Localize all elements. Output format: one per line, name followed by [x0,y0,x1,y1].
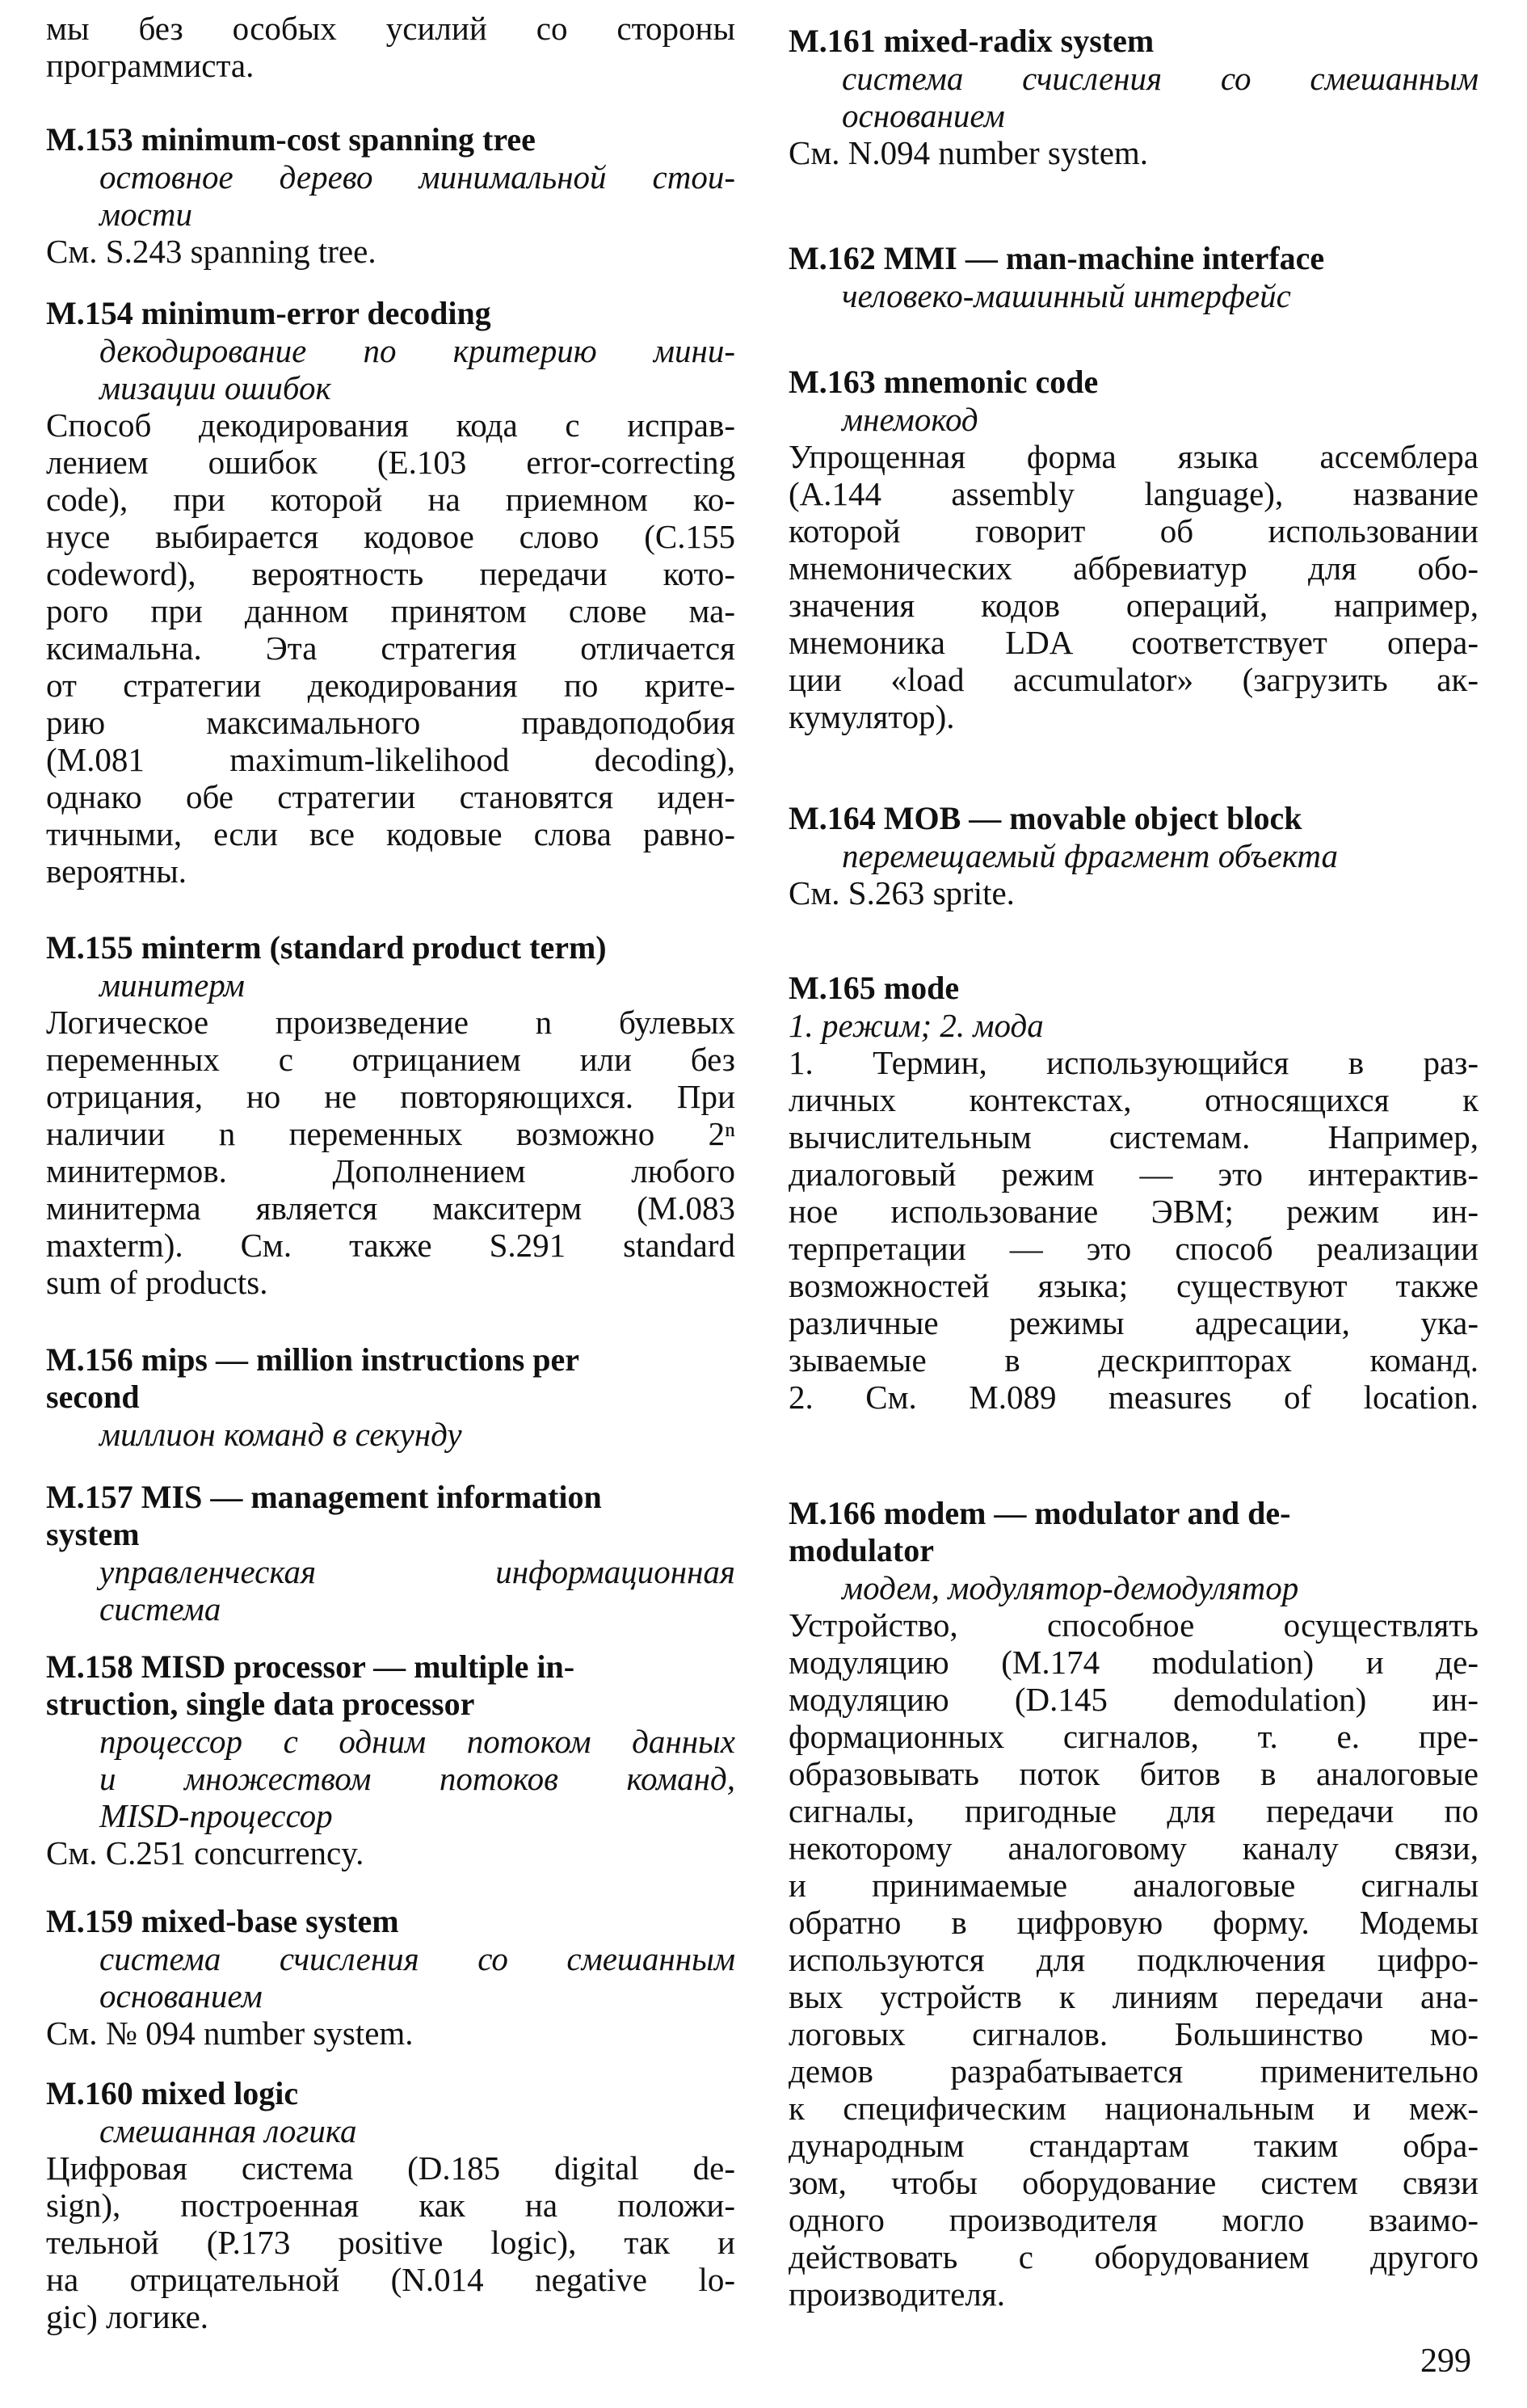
entry-definition-line: зом, чтобы оборудование систем связи [789,2164,1479,2201]
entry-definition-line: вых устройств к линиям передачи ана- [789,1978,1479,2015]
entry-definition-line: минитерма является макситерм (M.083 [46,1189,735,1227]
entry-definition-line: Логическое произведение n булевых [46,1004,735,1041]
entry-definition-line: ции «load accumulator» (загрузить ак- [789,661,1479,698]
entry-definition-line: sign), построенная как на положи- [46,2187,735,2224]
entry-definition-line: вычислительным системам. Например, [789,1118,1479,1156]
dictionary-entry [46,295,735,890]
dictionary-entry [46,1341,735,1453]
dictionary-entry [46,1903,735,2052]
entry-definition-line: некоторому аналоговому каналу связи, [789,1829,1479,1867]
entry-definition-line: codeword), вероятность передачи кото- [46,555,735,592]
dictionary-entry [46,2075,735,2335]
entry-definition-line: ксимальна. Эта стратегия отличается [46,629,735,667]
entry-definition-line: на отрицательной (N.014 negative lo- [46,2261,735,2298]
entry-definition-line: рого при данном принятом слове ма- [46,592,735,629]
entry-definition-line: См. № 094 number system. [46,2014,414,2052]
entry-definition-line: (A.144 assembly language), название [789,475,1479,512]
entry-definition-line: нусе выбирается кодовое слово (C.155 [46,518,735,555]
entry-definition-line: тельной (P.173 positive logic), так и [46,2224,735,2261]
entry-translation: мости [99,196,192,233]
entry-headword: M.159 mixed-base system [46,1903,399,1939]
dictionary-entry [789,364,1479,735]
entry-definition-line: maxterm). См. также S.291 standard [46,1227,735,1264]
entry-headword: system [46,1516,140,1552]
entry-headword: M.156 mips — million instructions per [46,1341,580,1378]
entry-definition-line: См. C.251 concurrency. [46,1834,364,1871]
entry-definition-line: одного производителя могло взаимо- [789,2201,1479,2238]
entry-definition-line: и принимаемые аналоговые сигналы [789,1867,1479,1904]
entry-translation: перемещаемый фрагмент объекта [842,837,1339,874]
entry-definition-line: 2. См. M.089 measures of location. [789,1379,1479,1416]
entry-headword: struction, single data processor [46,1686,475,1722]
entry-headword: second [46,1379,140,1415]
dictionary-entry [46,10,735,84]
dictionary-entry [789,800,1479,911]
entry-definition-line: тичными, если все кодовые слова равно- [46,815,735,852]
entry-definition-line: переменных с отрицанием или без [46,1041,735,1078]
entry-translation: человеко-машинный интерфейс [842,277,1291,314]
entry-definition-line: логовых сигналов. Большинство мо- [789,2015,1479,2052]
entry-translation: система счисления со смешанным [99,1940,735,1977]
entry-headword: M.161 mixed-radix system [789,23,1155,59]
entry-definition-line: ное использование ЭВМ; режим ин- [789,1193,1479,1230]
entry-definition-line: 1. Термин, использующийся в раз- [789,1044,1479,1081]
entry-definition-line: которой говорит об использовании [789,512,1479,549]
entry-definition-line: вероятны. [46,852,187,890]
entry-translation: основанием [99,1977,263,2014]
entry-definition-line: терпретации — это способ реализации [789,1230,1479,1267]
entry-headword: M.163 mnemonic code [789,364,1099,400]
entry-translation: основанием [842,97,1005,134]
entry-translation: процессор с одним потоком данных [99,1723,735,1760]
entry-definition-line: программиста. [46,47,254,84]
entry-definition-line: однако обе стратегии становятся иден- [46,778,735,815]
entry-definition-line: sum of products. [46,1264,268,1301]
entry-definition-line: мнемоника LDA соответствует опера- [789,624,1479,661]
entry-translation: мнемокод [842,401,978,438]
entry-definition-line: обратно в цифровую форму. Модемы [789,1904,1479,1941]
entry-definition-line: Цифровая система (D.185 digital de- [46,2149,735,2187]
entry-definition-line: используются для подключения цифро- [789,1941,1479,1978]
dictionary-entry [46,929,735,1301]
entry-definition-line: См. N.094 number system. [789,134,1149,171]
entry-definition-line: возможностей языка; существуют также [789,1267,1479,1304]
dictionary-entry [789,23,1479,171]
dictionary-entry [789,240,1479,314]
entry-translation: декодирование по критерию мини- [99,332,735,369]
entry-definition-line: личных контекстах, относящихся к [789,1081,1479,1118]
entry-definition-line: мнемонических аббревиатур для обо- [789,549,1479,587]
entry-translation: миллион команд в секунду [99,1416,462,1453]
entry-definition-line: code), при которой на приемном ко- [46,481,735,518]
entry-translation: минитерм [99,966,245,1004]
entry-definition-line: Упрощенная форма языка ассемблера [789,438,1479,475]
page-number: 299 [1420,2343,1471,2380]
entry-definition-line: модуляцию (D.145 demodulation) ин- [789,1681,1479,1718]
entry-definition-line: мы без особых усилий со стороны [46,10,735,47]
entry-definition-line: образовывать поток битов в аналоговые [789,1755,1479,1792]
entry-headword: modulator [789,1532,934,1568]
entry-translation: мизации ошибок [99,369,331,406]
entry-definition-line: лением ошибок (E.103 error-correcting [46,444,735,481]
entry-headword: M.154 minimum-error decoding [46,295,491,331]
dictionary-entry [789,1495,1479,2313]
entry-definition-line: формационных сигналов, т. е. пре- [789,1718,1479,1755]
entry-definition-line: сигналы, пригодные для передачи по [789,1792,1479,1829]
entry-definition-line: Устройство, способное осуществлять [789,1606,1479,1644]
entry-definition-line: См. S.243 spanning tree. [46,233,376,270]
entry-definition-line: к специфическим национальным и меж- [789,2090,1479,2127]
entry-headword: M.162 MMI — man-machine interface [789,240,1325,276]
entry-definition-line: отрицания, но не повторяющихся. При [46,1078,735,1115]
entry-definition-line: минитермов. Дополнением любого [46,1152,735,1189]
entry-headword: M.165 mode [789,970,960,1006]
entry-definition-line: демов разрабатывается применительно [789,2052,1479,2090]
entry-definition-line: gic) логике. [46,2298,209,2335]
entry-definition-line: модуляцию (M.174 modulation) и де- [789,1644,1479,1681]
entry-definition-line: рию максимального правдоподобия [46,704,735,741]
entry-translation: 1. режим; 2. мода [789,1007,1044,1044]
entry-headword: M.158 MISD processor — multiple in- [46,1648,575,1685]
dictionary-entry [46,121,735,270]
entry-headword: M.153 minimum-cost spanning tree [46,121,536,158]
entry-translation: модем, модулятор-демодулятор [842,1569,1299,1606]
entry-translation: управленческая информационная [99,1553,735,1590]
entry-translation: MISD-процессор [99,1797,333,1834]
entry-translation: система [99,1590,221,1627]
entry-translation: смешанная логика [99,2112,357,2149]
entry-definition-line: дународным стандартам таким обра- [789,2127,1479,2164]
entry-headword: M.166 modem — modulator and de- [789,1495,1291,1531]
entry-headword: M.155 minterm (standard product term) [46,929,607,966]
entry-definition-line: (M.081 maximum-likelihood decoding), [46,741,735,778]
entry-definition-line: кумулятор). [789,698,955,735]
entry-definition-line: Способ декодирования кода с исправ- [46,406,735,444]
dictionary-entry [46,1648,735,1871]
entry-definition-line: различные режимы адресации, ука- [789,1304,1479,1341]
entry-definition-line: производителя. [789,2275,1005,2313]
entry-headword: M.157 MIS — management information [46,1479,602,1515]
entry-definition-line: См. S.263 sprite. [789,874,1015,911]
entry-definition-line: значения кодов операций, например, [789,587,1479,624]
entry-definition-line: зываемые в дескрипторах команд. [789,1341,1479,1379]
entry-definition-line: от стратегии декодирования по крите- [46,667,735,704]
entry-headword: M.160 mixed logic [46,2075,299,2111]
entry-translation: система счисления со смешанным [842,60,1479,97]
entry-definition-line: наличии n переменных возможно 2ⁿ [46,1115,735,1152]
entry-translation: остовное дерево минимальной стои- [99,158,735,196]
dictionary-entry [46,1479,735,1627]
entry-translation: и множеством потоков команд, [99,1760,735,1797]
dictionary-entry [789,970,1479,1416]
entry-definition-line: действовать с оборудованием другого [789,2238,1479,2275]
entry-definition-line: диалоговый режим — это интерактив- [789,1156,1479,1193]
entry-headword: M.164 MOB — movable object block [789,800,1302,836]
